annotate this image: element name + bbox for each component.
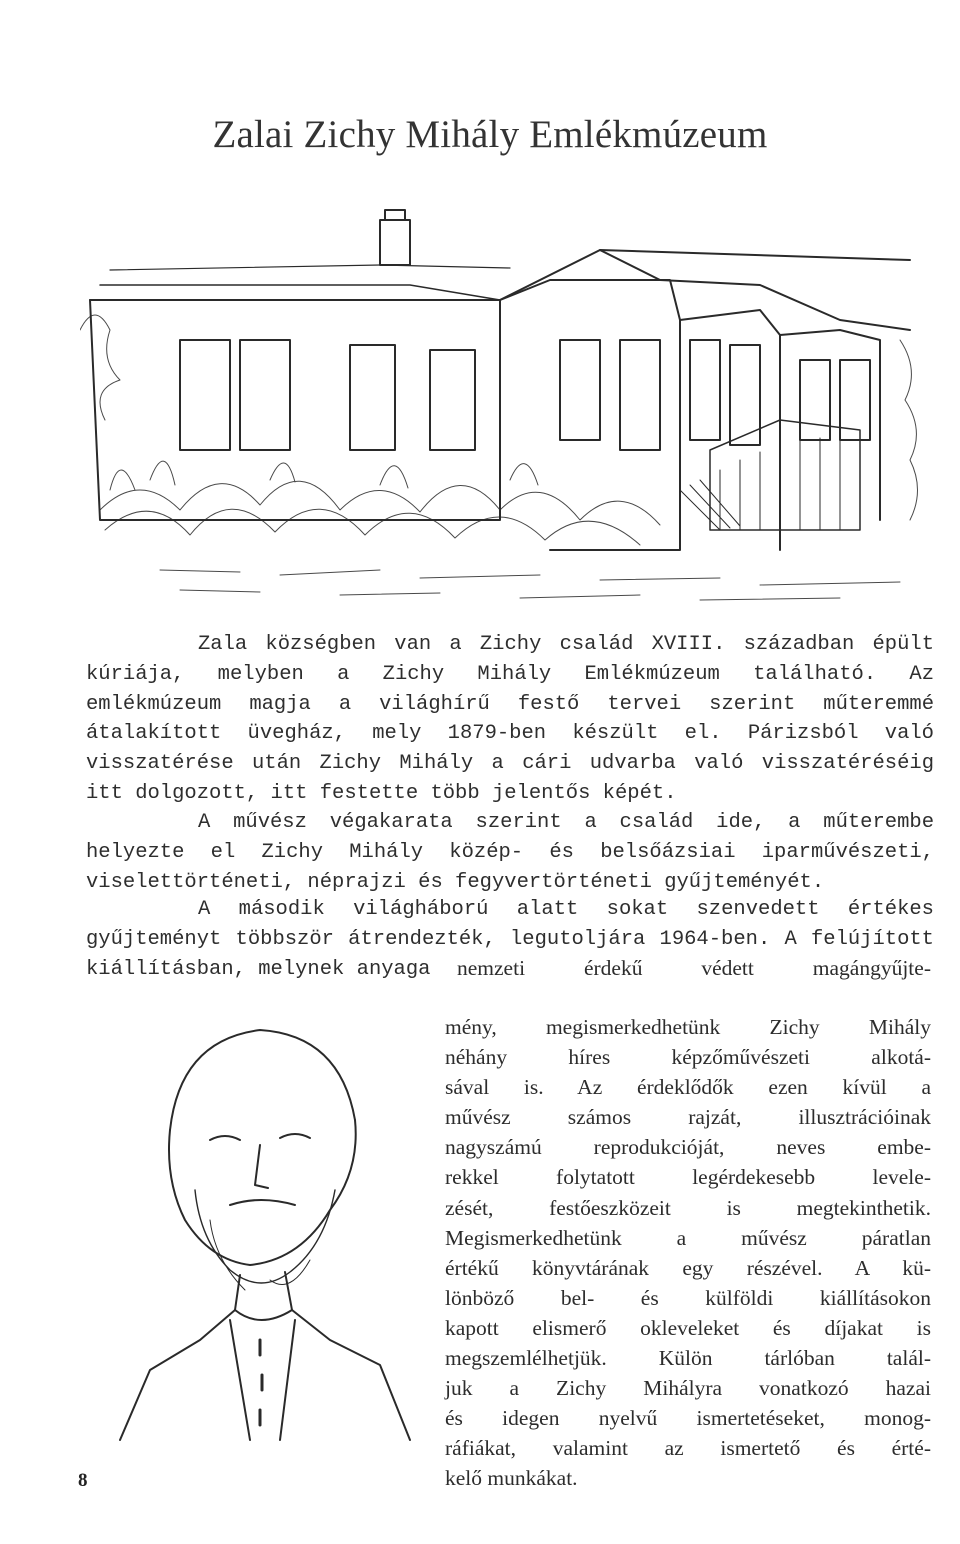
column-line: zését, festőeszközeit is megtekinthetik.: [445, 1195, 931, 1220]
column-line: rekkel folytatott legérdekesebb levele-: [445, 1165, 931, 1190]
paragraph-war-start: A második világháború alatt sokat szenvedett értékes gyűjteményt többször átrendezték, legutoljára 1964-ben. A felújított kiállításban, melynek anyaga: [86, 898, 934, 981]
page-number: 8: [78, 1470, 88, 1491]
column-line: nagyszámú reprodukcióját, neves embe-: [445, 1135, 931, 1160]
column-line: sával is. Az érdeklődők ezen kívül a: [445, 1075, 931, 1100]
paragraph-intro: Zala községben van a Zichy család XVIII. században épült kúriája, melyben a Zichy Mihály Emlékmúzeum található. Az emlékmúzeum magja a világhírű festő tervei szerint műteremmé átalakított üvegház, mely 1879-ben készült el. Párizsból való visszatérése után Zichy Mihály a cári udvarba való visszatéréséig itt dolgozott, itt festette több jelentős képét.: [86, 633, 934, 805]
column-line: lönböző bel- és külföldi kiállításokon: [445, 1285, 931, 1310]
column-line: mény, megismerkedhetünk Zichy Mihály: [445, 1015, 931, 1039]
paragraph-column: [445, 1012, 931, 1494]
paragraph-bequest: A művész végakarata szerint a család ide, a műterembe helyezte el Zichy Mihály közép- és belsőázsiai iparművészeti, viselettörténeti, néprajzi és fegyvertörténeti gyűjteményét.: [86, 811, 934, 894]
column-line: juk a Zichy Mihályra vonatkozó hazai: [445, 1376, 931, 1401]
zichy-portrait-sketch: [110, 1010, 430, 1450]
paragraph-column-lead: [445, 953, 931, 983]
column-line: Megismerkedhetünk a művész páratlan: [445, 1225, 931, 1250]
column-line: megszemlélhetjük. Külön tárlóban talál-: [445, 1346, 931, 1371]
column-line: kelő munkákat.: [445, 1466, 578, 1491]
column-line: és idegen nyelvű ismertetéseket, monog-: [445, 1406, 931, 1431]
column-line: művész számos rajzát, illusztrációinak: [445, 1105, 931, 1130]
column-line: néhány híres képzőművészeti alkotá-: [445, 1045, 931, 1070]
column-line: értékű könyvtárának egy részével. A kü-: [445, 1255, 931, 1280]
museum-building-illustration: [80, 190, 930, 610]
column-line: kapott elismerő okleveleket és díjakat is: [445, 1315, 931, 1340]
column-lead-line: nemzeti érdekű védett magángyűjte-: [457, 956, 931, 980]
column-line: ráfiákat, valamint az ismertető és érté-: [445, 1436, 931, 1461]
page-title: Zalai Zichy Mihály Emlékmúzeum: [212, 113, 768, 156]
